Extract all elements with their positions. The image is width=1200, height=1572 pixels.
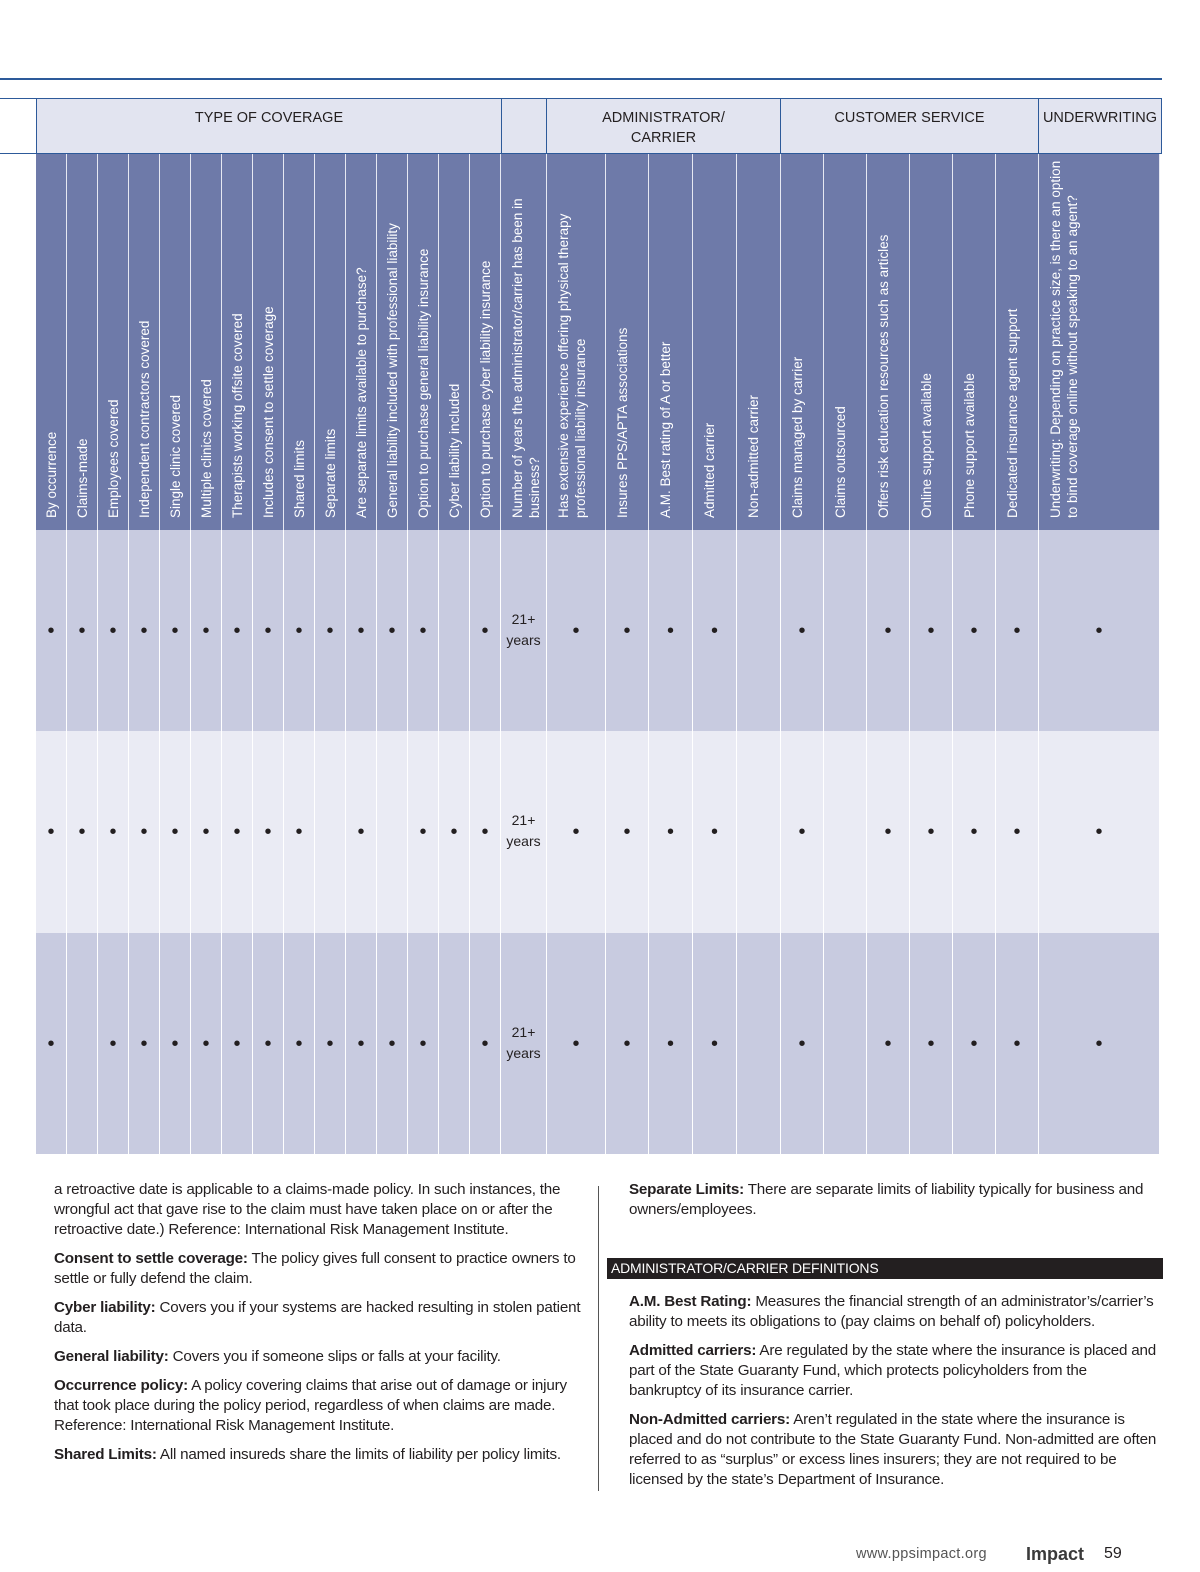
- bullet-mark: •: [295, 821, 303, 843]
- table-cell: [867, 731, 910, 933]
- table-cell: [996, 731, 1039, 933]
- table-cell: [222, 933, 253, 1154]
- bullet-mark: •: [927, 1032, 935, 1055]
- bullet-mark: •: [264, 821, 272, 843]
- footer-url[interactable]: www.ppsimpact.org: [856, 1546, 987, 1562]
- bullet-mark: •: [927, 619, 935, 642]
- table-cell: [346, 731, 377, 933]
- bullet-mark: •: [572, 619, 580, 642]
- bullet-mark: •: [710, 619, 718, 642]
- definition-paragraph: [54, 1180, 588, 1240]
- bullet-mark: •: [419, 1032, 427, 1055]
- bullet-mark: •: [47, 1032, 55, 1055]
- column-header: [781, 154, 824, 530]
- bullet-mark: •: [171, 619, 179, 642]
- table-cell: [547, 731, 606, 933]
- column-header-label: Employees covered: [106, 399, 121, 518]
- table-cell: [547, 933, 606, 1154]
- column-header-label: Claims outsourced: [833, 406, 848, 518]
- table-cell: [160, 530, 191, 731]
- table-cell: [346, 933, 377, 1154]
- bullet-mark: •: [140, 1032, 148, 1055]
- table-cell: [67, 530, 98, 731]
- table-cell: [67, 731, 98, 933]
- table-cell: [253, 530, 284, 731]
- column-header: [36, 154, 67, 530]
- table-cell: [222, 731, 253, 933]
- group-label-line1: ADMINISTRATOR/: [602, 110, 725, 126]
- bullet-mark: •: [798, 1032, 806, 1055]
- table-cell: [191, 530, 222, 731]
- table-cell: [824, 933, 867, 1154]
- column-header: [996, 154, 1039, 530]
- table-cell: [129, 731, 160, 933]
- table-cell: [953, 530, 996, 731]
- definition-term: Admitted carriers:: [629, 1342, 757, 1359]
- bullet-mark: •: [233, 821, 241, 843]
- bullet-mark: •: [109, 619, 117, 642]
- table-cell: [377, 933, 408, 1154]
- column-header: [470, 154, 501, 530]
- bullet-mark: •: [884, 821, 892, 843]
- definition-text: Covers you if your systems are hacked resulting in stolen patient data.: [54, 1299, 581, 1336]
- bullet-mark: •: [481, 619, 489, 642]
- column-header: [501, 154, 547, 530]
- bullet-mark: •: [666, 619, 674, 642]
- column-header-label: Single clinic covered: [168, 394, 183, 518]
- definition-term: A.M. Best Rating:: [629, 1293, 752, 1310]
- bullet-mark: •: [666, 821, 674, 843]
- table-cell: [1039, 731, 1160, 933]
- bullet-mark: •: [710, 821, 718, 843]
- years-unit: years: [506, 1044, 541, 1061]
- table-cell: [606, 933, 649, 1154]
- definition-text: All named insureds share the limits of liability per policy limits.: [156, 1446, 561, 1463]
- table-cell: [284, 530, 315, 731]
- definition-text: Aren’t regulated in the state where the insurance is placed and do not contribute to the State Guaranty Fund. Non-admitted are often referred to as “surplus” or excess lines insurers; they are not required to be licensed by the state’s Department of Insurance.: [629, 1411, 1157, 1488]
- column-header: [191, 154, 222, 530]
- bullet-mark: •: [623, 821, 631, 843]
- bullet-mark: •: [326, 1032, 334, 1055]
- column-header-label: General liability included with professional liability: [385, 223, 400, 518]
- bullet-mark: •: [295, 619, 303, 642]
- table-row: [36, 530, 1160, 731]
- table-cell: [222, 530, 253, 731]
- bullet-mark: •: [202, 1032, 210, 1055]
- table-cell: [160, 933, 191, 1154]
- bullet-mark: •: [233, 619, 241, 642]
- table-cell: [346, 530, 377, 731]
- bullet-mark: •: [970, 619, 978, 642]
- column-header-label: Claims managed by carrier: [790, 356, 805, 518]
- bullet-mark: •: [623, 619, 631, 642]
- column-header: [910, 154, 953, 530]
- section-title: ADMINISTRATOR/CARRIER DEFINITIONS: [611, 1260, 879, 1276]
- column-header-label: Admitted carrier: [702, 422, 717, 518]
- definition-nonadmitted: [629, 1410, 1163, 1490]
- table-cell: [693, 731, 737, 933]
- table-cell: [315, 933, 346, 1154]
- column-header-label: Therapists working offsite covered: [230, 313, 245, 518]
- table-cell: [284, 933, 315, 1154]
- separate-limits-definition: [629, 1180, 1163, 1229]
- column-divider: [598, 1186, 599, 1491]
- column-header: [693, 154, 737, 530]
- group-years-spacer: [501, 98, 547, 154]
- table-cell: [953, 933, 996, 1154]
- table-cell: [1039, 530, 1160, 731]
- table-cell: [439, 933, 470, 1154]
- bullet-mark: •: [326, 619, 334, 642]
- table-cell: [191, 731, 222, 933]
- column-header-label: Online support available: [919, 373, 934, 518]
- bullet-mark: •: [357, 821, 365, 843]
- years-in-business: 21+: [511, 812, 536, 828]
- definition-text: Measures the financial strength of an administrator’s/carrier’s ability to meets its obligations to (pay claims on behalf of) policyholders.: [629, 1293, 1154, 1330]
- bullet-mark: •: [171, 821, 179, 843]
- group-label: UNDERWRITING: [1042, 110, 1158, 126]
- table-cell: [737, 933, 781, 1154]
- column-header-label: Dedicated insurance agent support: [1005, 308, 1020, 518]
- group-label: TYPE OF COVERAGE: [194, 110, 344, 126]
- left-definitions: [54, 1180, 588, 1474]
- table-cell: [98, 731, 129, 933]
- table-cell: [36, 530, 67, 731]
- table-cell: [996, 933, 1039, 1154]
- column-header: [98, 154, 129, 530]
- table-cell: [501, 731, 547, 933]
- table-cell: [824, 530, 867, 731]
- column-header-label: By occurrence: [44, 431, 59, 518]
- table-cell: [315, 530, 346, 731]
- column-header-label: Underwriting: Depending on practice size, is there an option to bind coverage online without speaking to an agent?: [1048, 160, 1080, 518]
- definition-term: Non-Admitted carriers:: [629, 1411, 791, 1428]
- group-administrator-carrier: [546, 98, 781, 154]
- table-cell: [606, 731, 649, 933]
- bullet-mark: •: [47, 619, 55, 642]
- bullet-mark: •: [47, 821, 55, 843]
- bullet-mark: •: [357, 1032, 365, 1055]
- bullet-mark: •: [884, 619, 892, 642]
- group-customer-service: [780, 98, 1039, 154]
- column-header: [160, 154, 191, 530]
- table-cell: [439, 530, 470, 731]
- column-header-label: Independent contractors covered: [137, 320, 152, 518]
- bullet-mark: •: [623, 1032, 631, 1055]
- column-header: [867, 154, 910, 530]
- table-cell: [470, 530, 501, 731]
- column-header: [315, 154, 346, 530]
- table-cell: [129, 933, 160, 1154]
- bullet-mark: •: [419, 821, 427, 843]
- years-in-business: 21+: [511, 610, 536, 627]
- table-cell: [98, 933, 129, 1154]
- column-header-label: Are separate limits available to purchase?: [354, 267, 369, 518]
- table-cell: [649, 530, 693, 731]
- bullet-mark: •: [388, 1032, 396, 1055]
- footer-brand: Impact: [1026, 1544, 1085, 1564]
- definition-term: Cyber liability:: [54, 1299, 156, 1316]
- bullet-mark: •: [1013, 821, 1021, 843]
- table-cell: [649, 933, 693, 1154]
- bullet-mark: •: [572, 1032, 580, 1055]
- table-cell: [606, 530, 649, 731]
- bullet-mark: •: [357, 619, 365, 642]
- table-cell: [1039, 933, 1160, 1154]
- group-label: CUSTOMER SERVICE: [834, 110, 985, 126]
- column-header: [649, 154, 693, 530]
- bullet-mark: •: [481, 1032, 489, 1055]
- definition-text: A policy covering claims that arise out of damage or injury that took place during the policy period, regardless of when claims are made. Reference: International Risk Management Institute.: [54, 1377, 567, 1434]
- column-header-label: Phone support available: [962, 373, 977, 518]
- table-cell: [501, 530, 547, 731]
- bullet-mark: •: [666, 1032, 674, 1055]
- column-header-label: Option to purchase general liability insurance: [416, 248, 431, 518]
- bullet-mark: •: [481, 821, 489, 843]
- table-cell: [470, 933, 501, 1154]
- table-cell: [253, 731, 284, 933]
- years-unit: years: [506, 833, 541, 849]
- column-header-label: Cyber liability included: [447, 383, 462, 518]
- bullet-mark: •: [1013, 1032, 1021, 1055]
- column-header: [737, 154, 781, 530]
- bullet-mark: •: [109, 1032, 117, 1055]
- column-header: [222, 154, 253, 530]
- table-cell: [996, 530, 1039, 731]
- column-header-label: Non-admitted carrier: [746, 394, 761, 518]
- table-cell: [253, 933, 284, 1154]
- definition-text: The policy gives full consent to practice owners to settle or fully defend the claim.: [54, 1250, 576, 1287]
- table-cell: [781, 731, 824, 933]
- definition-text: Are regulated by the state where the insurance is placed and part of the State Guaranty Fund, which protects policyholders from the bankruptcy of its insurance carrier.: [629, 1342, 1157, 1399]
- column-header: [606, 154, 649, 530]
- bullet-mark: •: [202, 619, 210, 642]
- table-cell: [867, 933, 910, 1154]
- bullet-mark: •: [295, 1032, 303, 1055]
- definition-term: Separate Limits:: [629, 1181, 744, 1198]
- years-in-business: 21+: [511, 1023, 536, 1040]
- table-cell: [377, 530, 408, 731]
- table-cell: [693, 530, 737, 731]
- table-cell: [470, 731, 501, 933]
- column-header-label: Claims-made: [75, 438, 90, 518]
- section-title-bar: [607, 1258, 1163, 1279]
- bullet-mark: •: [171, 1032, 179, 1055]
- years-unit: years: [506, 631, 541, 648]
- column-header-label: Number of years the administrator/carrier has been in business?: [510, 198, 542, 518]
- bullet-mark: •: [419, 619, 427, 642]
- table-cell: [408, 731, 439, 933]
- column-header: [346, 154, 377, 530]
- column-header-label: Insures PPS/APTA associations: [615, 327, 630, 518]
- column-header: [439, 154, 470, 530]
- table-cell: [781, 933, 824, 1154]
- bullet-mark: •: [78, 619, 86, 642]
- group-type-of-coverage: [36, 98, 502, 154]
- column-header: [129, 154, 160, 530]
- table-cell: [737, 530, 781, 731]
- bullet-mark: •: [264, 619, 272, 642]
- column-header: [953, 154, 996, 530]
- definition-separate: [629, 1180, 1163, 1220]
- definition-occurrence: [54, 1376, 588, 1436]
- right-definitions: [629, 1292, 1163, 1499]
- definition-shared: [54, 1445, 588, 1465]
- table-cell: [315, 731, 346, 933]
- definition-cyber: [54, 1298, 588, 1338]
- column-header-label: Offers risk education resources such as articles: [876, 234, 891, 518]
- definition-ambest: [629, 1292, 1163, 1332]
- column-header: [284, 154, 315, 530]
- bullet-mark: •: [140, 619, 148, 642]
- table-cell: [781, 530, 824, 731]
- column-header-label: Shared limits: [292, 439, 307, 518]
- definition-term: General liability:: [54, 1348, 169, 1365]
- column-header-label: Has extensive experience offering physical therapy professional liability insurance: [556, 213, 588, 518]
- table-cell: [377, 731, 408, 933]
- table-cell: [910, 933, 953, 1154]
- bullet-mark: •: [1013, 619, 1021, 642]
- definition-term: Occurrence policy:: [54, 1377, 188, 1394]
- table-cell: [910, 530, 953, 731]
- table-cell: [36, 731, 67, 933]
- definition-admitted: [629, 1341, 1163, 1401]
- bullet-mark: •: [1095, 1032, 1103, 1055]
- table-cell: [160, 731, 191, 933]
- column-header: [824, 154, 867, 530]
- bullet-mark: •: [798, 821, 806, 843]
- table-cell: [191, 933, 222, 1154]
- column-header-label: A.M. Best rating of A or better: [658, 341, 673, 518]
- definition-general: [54, 1347, 588, 1367]
- bullet-mark: •: [572, 821, 580, 843]
- table-cell: [867, 530, 910, 731]
- definition-text: a retroactive date is applicable to a claims-made policy. In such instances, the wrongful act that gave rise to the claim must have taken place on or after the retroactive date.) Reference: International Risk Management Institute.: [54, 1181, 561, 1238]
- table-cell: [824, 731, 867, 933]
- bullet-mark: •: [970, 821, 978, 843]
- table-row: [36, 933, 1160, 1154]
- column-header-label: Includes consent to settle coverage: [261, 306, 276, 518]
- definition-text: Covers you if someone slips or falls at your facility.: [168, 1348, 501, 1365]
- top-rule: [0, 78, 1162, 80]
- column-header-label: Separate limits: [323, 428, 338, 518]
- bullet-mark: •: [1095, 821, 1103, 843]
- column-header: [408, 154, 439, 530]
- column-header: [253, 154, 284, 530]
- column-header: [67, 154, 98, 530]
- definition-text: There are separate limits of liability typically for business and owners/employees.: [629, 1181, 1144, 1218]
- column-header: [377, 154, 408, 530]
- page-number: 59: [1104, 1545, 1122, 1562]
- bullet-mark: •: [970, 1032, 978, 1055]
- bullet-mark: •: [264, 1032, 272, 1055]
- table-cell: [953, 731, 996, 933]
- table-cell: [910, 731, 953, 933]
- table-cell: [693, 933, 737, 1154]
- bullet-mark: •: [140, 821, 148, 843]
- table-row: [36, 731, 1160, 933]
- bullet-mark: •: [109, 821, 117, 843]
- definition-consent: [54, 1249, 588, 1289]
- table-cell: [67, 933, 98, 1154]
- table-cell: [408, 530, 439, 731]
- definition-term: Shared Limits:: [54, 1446, 157, 1463]
- group-label-line2: CARRIER: [630, 130, 697, 146]
- table-cell: [547, 530, 606, 731]
- column-header-label: Option to purchase cyber liability insurance: [478, 260, 493, 518]
- bullet-mark: •: [388, 619, 396, 642]
- table-cell: [501, 933, 547, 1154]
- header-left-stub: [0, 98, 36, 154]
- table-cell: [408, 933, 439, 1154]
- group-underwriting: [1038, 98, 1162, 154]
- definition-term: Consent to settle coverage:: [54, 1250, 248, 1267]
- column-header: [547, 154, 606, 530]
- table-cell: [439, 731, 470, 933]
- table-cell: [284, 731, 315, 933]
- column-header: [1039, 154, 1160, 530]
- page-footer: [856, 1544, 1136, 1566]
- bullet-mark: •: [884, 1032, 892, 1055]
- bullet-mark: •: [233, 1032, 241, 1055]
- column-header-label: Multiple clinics covered: [199, 379, 214, 518]
- table-cell: [98, 530, 129, 731]
- bullet-mark: •: [710, 1032, 718, 1055]
- bullet-mark: •: [1095, 619, 1103, 642]
- table-cell: [129, 530, 160, 731]
- table-cell: [649, 731, 693, 933]
- table-cell: [36, 933, 67, 1154]
- bullet-mark: •: [78, 821, 86, 843]
- bullet-mark: •: [202, 821, 210, 843]
- bullet-mark: •: [927, 821, 935, 843]
- table-cell: [737, 731, 781, 933]
- bullet-mark: •: [798, 619, 806, 642]
- bullet-mark: •: [450, 821, 458, 843]
